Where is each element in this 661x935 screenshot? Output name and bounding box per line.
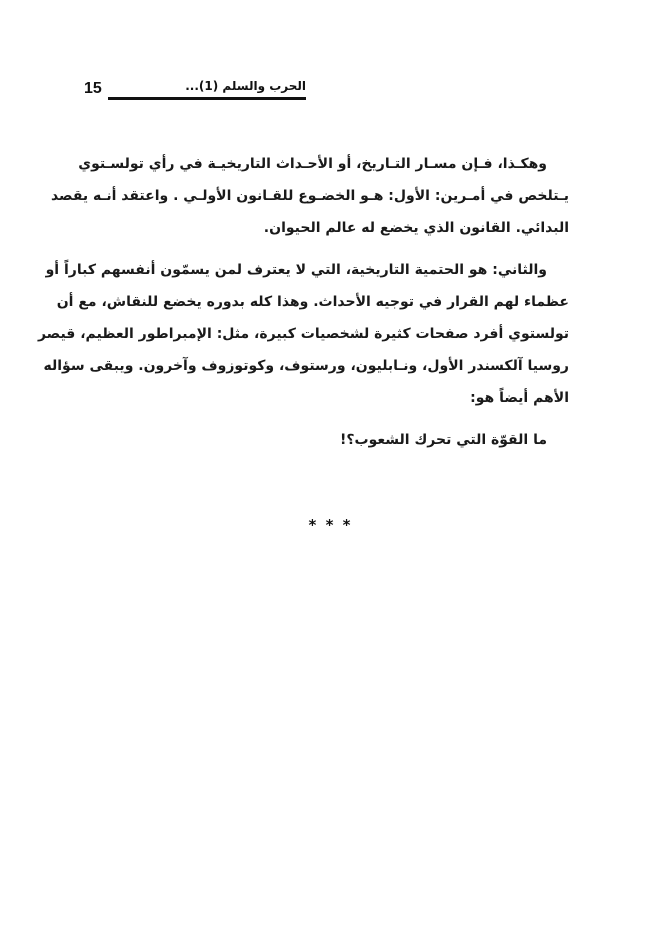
text-line: روسيا آلكسندر الأول، ونـابليون، ورستوف، وكوتوزوف وآخرون. ويبقى سؤاله — [43, 358, 569, 374]
paragraph-3 — [96, 424, 569, 456]
paragraph-1 — [50, 148, 569, 244]
text-line: يـتلخص في أمـرين: الأول: هـو الخضـوع للقـانون الأولـي . واعتقد أنـه يقصد — [50, 188, 569, 204]
text-line: عظماء لهم القرار في توجيه الأحداث. وهذا كله بدوره يخضع للنقاش، مع أن — [56, 294, 569, 310]
text-line: البدائي. القانون الذي يخضع له عالم الحيوان. — [263, 220, 569, 236]
paragraph-2 — [37, 254, 569, 414]
paragraph-gap — [96, 414, 569, 424]
paragraph-gap — [96, 244, 569, 254]
text-line: والثاني: هو الحتمية التاريخية، التي لا يعترف لمن يسمّون أنفسهم كباراً أو — [45, 262, 547, 278]
text-line: وهكـذا، فـإن مسـار التـاريخ، أو الأحـداث التاريخيـة في رأي تولسـتوي — [78, 156, 547, 172]
page-number: 15 — [84, 80, 102, 97]
text-line: تولستوي أفرد صفحات كثيرة لشخصيات كبيرة، مثل: الإمبراطور العظيم، قيصر — [37, 326, 569, 342]
header-rule — [108, 97, 306, 100]
body-text — [37, 148, 569, 456]
running-title: الحرب والسلم (1)... — [185, 79, 306, 93]
section-separator: * * * — [308, 516, 353, 534]
page-header — [82, 78, 306, 104]
text-line: ما القوّة التي تحرك الشعوب؟! — [340, 432, 547, 448]
text-line: الأهم أيضاً هو: — [470, 390, 569, 406]
